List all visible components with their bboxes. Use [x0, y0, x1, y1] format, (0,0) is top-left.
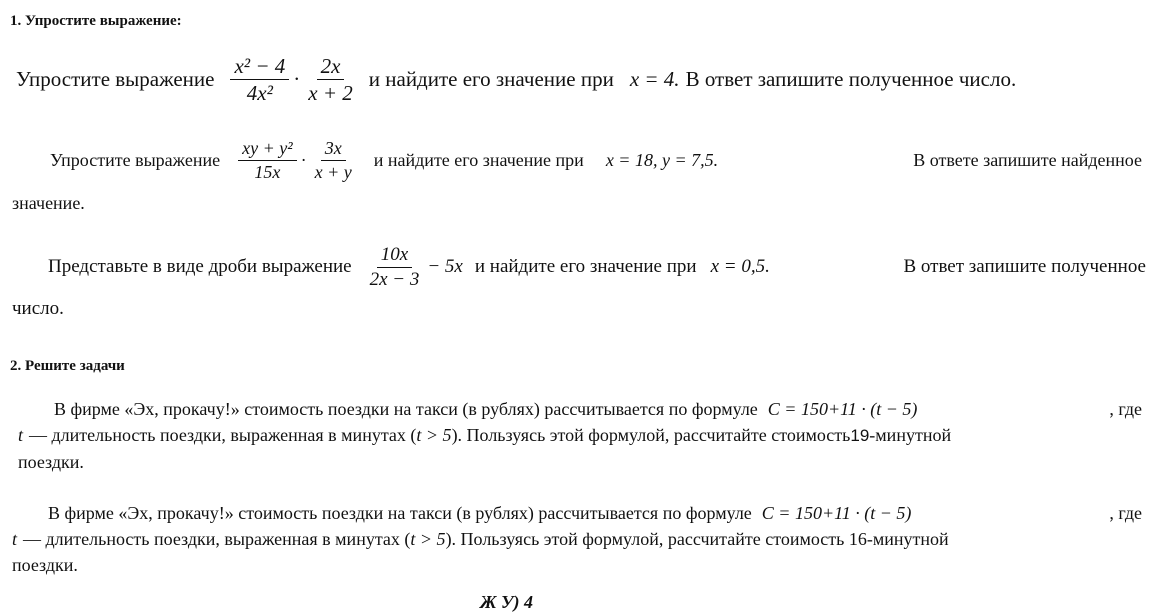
problem-2-fraction-1: [238, 138, 297, 182]
multiply-dot: ·: [300, 149, 307, 170]
fraction-numerator: 10x: [377, 244, 412, 268]
task-1-line-2: [12, 422, 1142, 449]
problem-3-middle: и найдите его значение при: [474, 256, 697, 278]
task-1-question: ). Пользуясь этой формулой, рассчитайте стоимость: [451, 425, 851, 445]
task-1-description: — длительность поездки, выраженная в минутах (: [29, 425, 417, 445]
problem-2-fraction-2: [311, 138, 356, 182]
multiply-dot: ·: [293, 67, 301, 92]
problem-2-middle: и найдите его значение при: [373, 149, 584, 170]
fraction-denominator: x + y: [314, 161, 352, 182]
problem-1-intro: Упростите выражение: [16, 67, 215, 92]
problem-3-intro: Представьте в виде дроби выражение: [48, 256, 352, 278]
task-1-question-end: -минутной: [869, 425, 952, 445]
fraction-numerator: 3x: [321, 138, 346, 161]
fraction-numerator: xy + y²: [238, 138, 297, 161]
problem-2-tail: значение.: [12, 193, 85, 213]
task-2-text: В фирме «Эх, прокачу!» стоимость поездки на такси (в рублях) рассчитывается по формуле: [48, 503, 752, 523]
task-2-text-end: , где: [1109, 503, 1142, 523]
task-1: [12, 396, 1142, 475]
task-2-condition: t > 5: [410, 529, 446, 549]
problem-1-fraction-1: [230, 54, 289, 105]
problem-3-instruction: В ответ запишите полученное: [903, 256, 1146, 278]
fraction-denominator: 4x²: [246, 81, 273, 106]
task-2-line-2: [12, 526, 1142, 552]
problem-2-instruction: В ответе запишите найденное: [913, 149, 1142, 170]
task-1-text-end: , где: [1109, 399, 1142, 419]
task-2-variable: t: [12, 529, 18, 549]
section-2-heading: 2. Решите задачи: [10, 358, 125, 374]
problem-1-instruction: В ответ запишите полученное число.: [685, 67, 1017, 92]
fraction-numerator: x² − 4: [230, 54, 289, 80]
fraction-denominator: 15x: [254, 161, 281, 182]
task-1-line-3: поездки.: [18, 452, 84, 472]
task-2-formula: C = 150+11 · (t − 5): [761, 503, 912, 523]
task-1-formula: C = 150+11 · (t − 5): [767, 399, 918, 419]
task-1-minutes: 19: [850, 426, 870, 445]
problem-3: [48, 244, 1146, 291]
problem-2: [50, 138, 1142, 182]
problem-2-condition: x = 18, y = 7,5.: [605, 149, 719, 170]
problem-1-middle: и найдите его значение при: [368, 67, 614, 92]
task-2: [12, 500, 1142, 578]
problem-3-condition: x = 0,5.: [710, 256, 770, 278]
problem-1-fraction-2: [304, 54, 357, 105]
problem-3-minus-term: − 5x: [427, 256, 463, 278]
task-1-variable: t: [18, 425, 24, 445]
problem-1: [16, 54, 1016, 105]
problem-2-intro: Упростите выражение: [50, 149, 221, 170]
section-1-heading: 1. Упростите выражение:: [10, 13, 182, 29]
fraction-denominator: x + 2: [308, 81, 353, 106]
task-1-condition: t > 5: [416, 425, 452, 445]
fraction-denominator: 2x − 3: [369, 268, 420, 290]
problem-3-fraction: [366, 244, 424, 291]
problem-3-tail: число.: [12, 298, 64, 319]
task-2-question: ). Пользуясь этой формулой, рассчитайте стоимость 16-минутной: [445, 529, 949, 549]
task-1-line-1: [12, 396, 1142, 422]
task-2-description: — длительность поездки, выраженная в минутах (: [23, 529, 411, 549]
problem-1-condition: x = 4.: [629, 67, 680, 92]
task-1-text: В фирме «Эх, прокачу!» стоимость поездки на такси (в рублях) рассчитывается по формуле: [54, 399, 758, 419]
cropped-bottom-text: Ж У) 4: [480, 592, 534, 612]
task-2-line-1: [12, 500, 1142, 526]
task-2-line-3: поездки.: [12, 555, 78, 575]
fraction-numerator: 2x: [317, 54, 345, 80]
